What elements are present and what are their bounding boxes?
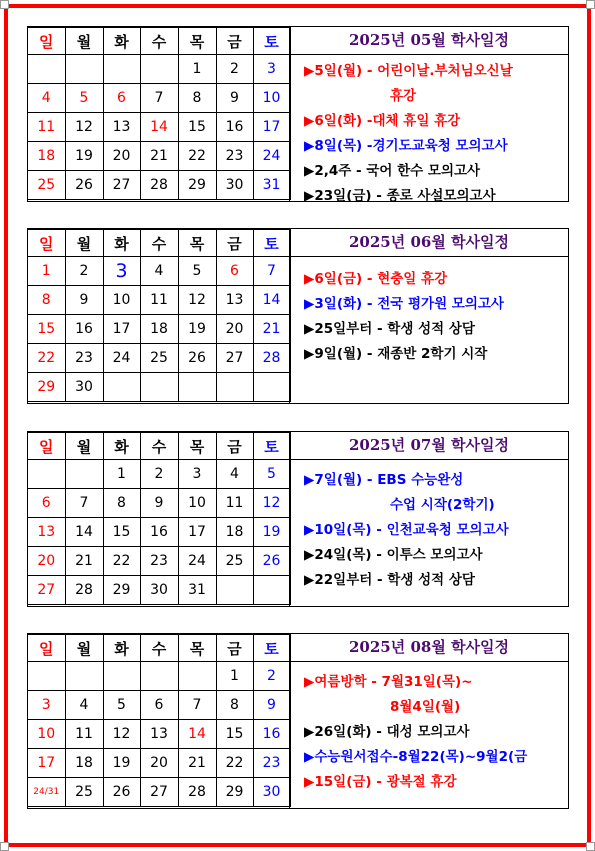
calendar-day: 15 <box>28 315 65 344</box>
event-list <box>290 257 568 367</box>
calendar-day: 16 <box>253 720 290 749</box>
calendar-day: 28 <box>140 171 178 200</box>
calendar-day <box>140 373 178 402</box>
calendar-day: 30 <box>65 373 103 402</box>
calendar-day: 30 <box>216 171 253 200</box>
calendar-day: 19 <box>103 749 140 778</box>
corner-marker <box>0 0 9 9</box>
calendar-day: 10 <box>253 84 290 113</box>
calendar-day: 26 <box>178 344 216 373</box>
calendar-day: 14 <box>178 720 216 749</box>
calendar-day <box>65 55 103 84</box>
event-list <box>290 662 568 795</box>
calendar-day: 27 <box>103 171 140 200</box>
weekday-header: 목 <box>178 230 216 257</box>
calendar-day: 15 <box>103 518 140 547</box>
event-item: ▶6일(금) - 현충일 휴강 <box>304 271 448 287</box>
event-item: ▶2,4주 - 국어 한수 모의고사 <box>304 163 481 179</box>
calendar-day: 27 <box>140 778 178 807</box>
calendar-day: 20 <box>140 749 178 778</box>
calendar-day: 6 <box>216 257 253 286</box>
calendar-day: 4 <box>28 84 65 113</box>
calendar-day: 5 <box>178 257 216 286</box>
schedule-panel <box>289 229 568 403</box>
calendar-day: 18 <box>28 142 65 171</box>
event-item: ▶10일(목) - 인천교육청 모의고사 <box>304 522 509 538</box>
event-item: 8월4일(월) <box>390 699 461 715</box>
calendar-day: 24/31 <box>28 778 65 807</box>
event-item: ▶6일(화) -대체 휴일 휴강 <box>304 113 461 129</box>
weekday-header: 수 <box>140 230 178 257</box>
calendar-day: 8 <box>28 286 65 315</box>
calendar-day: 26 <box>253 547 290 576</box>
calendar-day: 23 <box>65 344 103 373</box>
calendar-day: 16 <box>216 113 253 142</box>
calendar-day: 21 <box>65 547 103 576</box>
calendar-day: 29 <box>216 778 253 807</box>
calendar-day: 5 <box>253 460 290 489</box>
calendar-day: 11 <box>65 720 103 749</box>
calendar-day: 22 <box>103 547 140 576</box>
calendar-day: 20 <box>216 315 253 344</box>
calendar-day: 11 <box>140 286 178 315</box>
calendar-day: 12 <box>103 720 140 749</box>
calendar-day <box>28 662 65 691</box>
calendar-day: 5 <box>103 691 140 720</box>
calendar-day: 19 <box>65 142 103 171</box>
calendar-day <box>65 662 103 691</box>
calendar-day: 18 <box>140 315 178 344</box>
calendar-day <box>140 55 178 84</box>
calendar-day: 15 <box>216 720 253 749</box>
calendar-day: 30 <box>140 576 178 605</box>
calendar-day: 15 <box>178 113 216 142</box>
calendar-day: 25 <box>65 778 103 807</box>
calendar-day <box>178 373 216 402</box>
month-block <box>27 633 569 809</box>
calendar-day: 11 <box>216 489 253 518</box>
weekday-header: 일 <box>28 433 65 460</box>
calendar-day: 7 <box>178 691 216 720</box>
weekday-header: 월 <box>65 28 103 55</box>
calendar-day: 20 <box>28 547 65 576</box>
calendar-day: 4 <box>216 460 253 489</box>
calendar-day: 9 <box>216 84 253 113</box>
event-item: 수업 시작(2학기) <box>390 497 495 513</box>
month-title: 2025년 06월 학사일정 <box>290 229 568 257</box>
weekday-header: 일 <box>28 230 65 257</box>
calendar-day <box>103 662 140 691</box>
calendar-grid <box>28 432 291 605</box>
calendar-day: 4 <box>65 691 103 720</box>
event-item: ▶22일부터 - 학생 성적 상담 <box>304 572 475 588</box>
calendar-day: 10 <box>103 286 140 315</box>
month-title: 2025년 05월 학사일정 <box>290 27 568 55</box>
calendar-grid <box>28 634 291 807</box>
event-list <box>290 460 568 593</box>
calendar-day: 22 <box>216 749 253 778</box>
calendar-day: 30 <box>253 778 290 807</box>
calendar-day: 24 <box>253 142 290 171</box>
calendar-day: 1 <box>216 662 253 691</box>
calendar-day: 16 <box>140 518 178 547</box>
calendar-day: 1 <box>28 257 65 286</box>
calendar-day <box>140 662 178 691</box>
calendar-day: 27 <box>216 344 253 373</box>
calendar-day: 23 <box>140 547 178 576</box>
corner-marker <box>586 842 595 851</box>
calendar-day: 14 <box>253 286 290 315</box>
calendar-day: 6 <box>140 691 178 720</box>
calendar-day: 29 <box>178 171 216 200</box>
month-title: 2025년 08월 학사일정 <box>290 634 568 662</box>
calendar-day: 17 <box>253 113 290 142</box>
calendar-day <box>178 662 216 691</box>
corner-marker <box>586 0 595 9</box>
weekday-header: 토 <box>253 635 290 662</box>
weekday-header: 월 <box>65 635 103 662</box>
event-item: ▶3일(화) - 전국 평가원 모의고사 <box>304 296 504 312</box>
calendar-day: 28 <box>253 344 290 373</box>
calendar-grid <box>28 229 291 402</box>
event-item: ▶23일(금) - 종로 사설모의고사 <box>304 188 496 204</box>
calendar-day: 10 <box>28 720 65 749</box>
calendar-day: 23 <box>253 749 290 778</box>
calendar-day: 12 <box>253 489 290 518</box>
schedule-panel <box>289 634 568 808</box>
calendar-day: 14 <box>65 518 103 547</box>
schedule-panel <box>289 27 568 204</box>
calendar-day: 4 <box>140 257 178 286</box>
calendar-day: 22 <box>28 344 65 373</box>
calendar-day: 8 <box>178 84 216 113</box>
calendar-day: 3 <box>28 691 65 720</box>
event-item: ▶9일(월) - 재종반 2학기 시작 <box>304 346 488 362</box>
calendar-day: 31 <box>178 576 216 605</box>
weekday-header: 월 <box>65 433 103 460</box>
calendar-day: 17 <box>103 315 140 344</box>
calendar-day: 25 <box>216 547 253 576</box>
calendar-day: 19 <box>253 518 290 547</box>
calendar-day: 2 <box>216 55 253 84</box>
weekday-header: 월 <box>65 230 103 257</box>
event-item: ▶24일(목) - 이투스 모의고사 <box>304 547 483 563</box>
calendar-day: 13 <box>103 113 140 142</box>
calendar-day: 21 <box>140 142 178 171</box>
calendar-day: 10 <box>178 489 216 518</box>
calendar-day: 29 <box>103 576 140 605</box>
month-block <box>27 228 569 404</box>
weekday-header: 금 <box>216 28 253 55</box>
calendar-day: 6 <box>28 489 65 518</box>
calendar-day: 18 <box>216 518 253 547</box>
calendar-day: 7 <box>140 84 178 113</box>
calendar-day: 21 <box>178 749 216 778</box>
schedule-panel <box>289 432 568 606</box>
calendar-day: 24 <box>178 547 216 576</box>
calendar-day <box>216 373 253 402</box>
event-item: ▶7일(월) - EBS 수능완성 <box>304 472 464 488</box>
calendar-day: 31 <box>253 171 290 200</box>
calendar-day: 13 <box>28 518 65 547</box>
weekday-header: 화 <box>103 433 140 460</box>
calendar-day: 16 <box>65 315 103 344</box>
weekday-header: 토 <box>253 28 290 55</box>
weekday-header: 금 <box>216 433 253 460</box>
calendar-day: 5 <box>65 84 103 113</box>
weekday-header: 화 <box>103 230 140 257</box>
event-item: ▶수능원서접수-8월22(목)~9월2(금 <box>304 749 528 765</box>
weekday-header: 목 <box>178 433 216 460</box>
calendar-day: 2 <box>253 662 290 691</box>
corner-marker <box>0 842 9 851</box>
event-item: ▶15일(금) - 광복절 휴강 <box>304 774 457 790</box>
calendar-day: 20 <box>103 142 140 171</box>
calendar-day: 17 <box>28 749 65 778</box>
calendar-day: 25 <box>28 171 65 200</box>
month-block <box>27 431 569 607</box>
calendar-day <box>253 373 290 402</box>
calendar-day: 26 <box>103 778 140 807</box>
calendar-day <box>28 460 65 489</box>
calendar-day: 18 <box>65 749 103 778</box>
calendar-day: 21 <box>253 315 290 344</box>
calendar-day: 8 <box>216 691 253 720</box>
weekday-header: 화 <box>103 635 140 662</box>
calendar-day: 23 <box>216 142 253 171</box>
event-item: ▶여름방학 - 7월31일(목)~ <box>304 674 473 690</box>
calendar-day: 7 <box>65 489 103 518</box>
calendar-day: 12 <box>65 113 103 142</box>
event-item: ▶5일(월) - 어린이날.부처님오신날 <box>304 63 513 79</box>
calendar-day: 19 <box>178 315 216 344</box>
weekday-header: 목 <box>178 28 216 55</box>
calendar-day <box>65 460 103 489</box>
calendar-day: 24 <box>103 344 140 373</box>
calendar-day: 2 <box>65 257 103 286</box>
weekday-header: 금 <box>216 230 253 257</box>
calendar-day <box>103 55 140 84</box>
calendar-day: 1 <box>103 460 140 489</box>
weekday-header: 수 <box>140 433 178 460</box>
month-title: 2025년 07월 학사일정 <box>290 432 568 460</box>
calendar-day: 17 <box>178 518 216 547</box>
calendar-day: 14 <box>140 113 178 142</box>
calendar-day <box>103 373 140 402</box>
calendar-day: 12 <box>178 286 216 315</box>
weekday-header: 토 <box>253 230 290 257</box>
calendar-day: 3 <box>178 460 216 489</box>
calendar-day <box>253 576 290 605</box>
weekday-header: 수 <box>140 635 178 662</box>
weekday-header: 목 <box>178 635 216 662</box>
month-block <box>27 26 569 202</box>
calendar-day: 27 <box>28 576 65 605</box>
calendar-day: 8 <box>103 489 140 518</box>
calendar-day: 13 <box>216 286 253 315</box>
weekday-header: 토 <box>253 433 290 460</box>
event-list <box>290 55 568 209</box>
calendar-day: 11 <box>28 113 65 142</box>
event-item: ▶26일(화) - 대성 모의고사 <box>304 724 470 740</box>
calendar-day <box>216 576 253 605</box>
calendar-day: 25 <box>140 344 178 373</box>
calendar-day: 28 <box>65 576 103 605</box>
weekday-header: 화 <box>103 28 140 55</box>
calendar-day: 3 <box>103 257 140 286</box>
weekday-header: 일 <box>28 28 65 55</box>
calendar-day: 2 <box>140 460 178 489</box>
calendar-day: 9 <box>140 489 178 518</box>
event-item: ▶8일(목) -경기도교육청 모의고사 <box>304 138 508 154</box>
calendar-day: 1 <box>178 55 216 84</box>
calendar-grid <box>28 27 291 200</box>
event-item: ▶25일부터 - 학생 성적 상담 <box>304 321 475 337</box>
weekday-header: 일 <box>28 635 65 662</box>
calendar-day: 9 <box>65 286 103 315</box>
calendar-day <box>28 55 65 84</box>
weekday-header: 수 <box>140 28 178 55</box>
weekday-header: 금 <box>216 635 253 662</box>
calendar-day: 29 <box>28 373 65 402</box>
calendar-day: 3 <box>253 55 290 84</box>
calendar-day: 26 <box>65 171 103 200</box>
calendar-day: 6 <box>103 84 140 113</box>
event-item: 휴강 <box>390 88 417 104</box>
calendar-day: 13 <box>140 720 178 749</box>
calendar-day: 7 <box>253 257 290 286</box>
calendar-day: 28 <box>178 778 216 807</box>
calendar-day: 9 <box>253 691 290 720</box>
calendar-day: 22 <box>178 142 216 171</box>
